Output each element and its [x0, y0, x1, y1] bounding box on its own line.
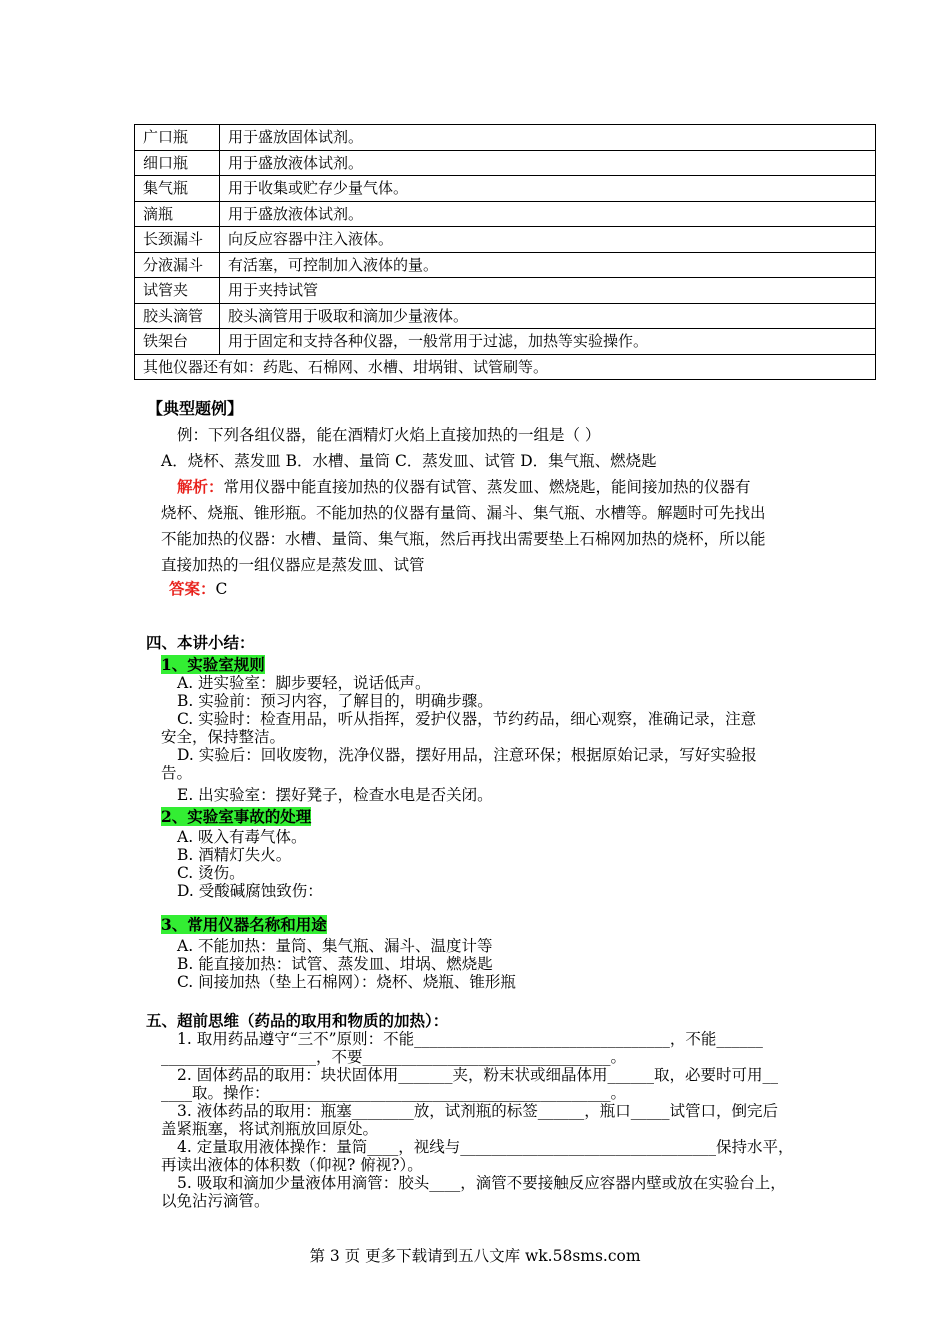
- list-item: C. 间接加热（垫上石棉网）：烧杯、烧瓶、锥形瓶: [177, 973, 516, 991]
- instrument-name: 胶头滴管: [135, 303, 220, 329]
- table-row: [135, 303, 876, 329]
- instrument-name: 铁架台: [135, 329, 220, 355]
- answer-line: [169, 578, 227, 600]
- list-item: B. 酒精灯失火。: [177, 846, 292, 864]
- list-item: 告。: [161, 764, 193, 782]
- instrument-use: 用于收集或贮存少量气体。: [220, 176, 876, 202]
- instrument-name: 试管夹: [135, 278, 220, 304]
- table-row: [135, 252, 876, 278]
- list-item: A. 吸入有毒气体。: [177, 828, 307, 846]
- analysis-text: 常用仪器中能直接加热的仪器有试管、蒸发皿、燃烧匙，能间接加热的仪器有: [223, 478, 751, 496]
- list-item: C. 实验时：检查用品，听从指挥，爱护仪器，节约药品，细心观察，准确记录，注意: [177, 710, 757, 728]
- list-item: A. 进实验室：脚步要轻，说话低声。: [177, 674, 431, 692]
- instrument-use: 用于盛放液体试剂。: [220, 201, 876, 227]
- summary-s3-block: [161, 937, 821, 991]
- list-item: D. 受酸碱腐蚀致伤：: [177, 882, 323, 900]
- instrument-use: 用于盛放液体试剂。: [220, 150, 876, 176]
- list-item: B. 能直接加热：试管、蒸发皿、坩埚、燃烧匙: [177, 955, 493, 973]
- analysis-block: [161, 474, 821, 578]
- example-question: 例：下列各组仪器，能在酒精灯火焰上直接加热的一组是（ ）: [177, 426, 601, 444]
- instrument-use: 胶头滴管用于吸取和滴加少量液体。: [220, 303, 876, 329]
- summary-s3-title: 3、常用仪器名称和用途: [161, 915, 327, 934]
- list-item: C. 烫伤。: [177, 864, 245, 882]
- instrument-name: 集气瓶: [135, 176, 220, 202]
- question-line: 再读出液体的体积数（仰视? 俯视?）。: [161, 1156, 423, 1174]
- instrument-use: 用于夹持试管: [220, 278, 876, 304]
- instrument-table: [134, 124, 876, 380]
- example-options: A．烧杯、蒸发皿 B．水槽、量筒 C．蒸发皿、试管 D．集气瓶、燃烧匙: [161, 452, 657, 470]
- question-line: 4. 定量取用液体操作：量筒____，视线与_________________________________保持水平，: [177, 1138, 794, 1156]
- table-row: [135, 227, 876, 253]
- page-footer: 第 3 页 更多下载请到五八文库 wk.58sms.com: [309, 1247, 641, 1265]
- summary-s1-block: [161, 674, 821, 804]
- list-item: D. 实验后：回收废物，洗净仪器，摆好用品，注意环保；根据原始记录，写好实验报: [177, 746, 757, 764]
- question-line: ____取。操作：____________________________________________。: [161, 1084, 627, 1102]
- table-footer-note: 其他仪器还有如：药匙、石棉网、水槽、坩埚钳、试管刷等。: [135, 354, 876, 380]
- instrument-name: 分液漏斗: [135, 252, 220, 278]
- instrument-use: 向反应容器中注入液体。: [220, 227, 876, 253]
- preview-questions: [161, 1030, 841, 1210]
- question-line: 2. 固体药品的取用：块状固体用_______夹，粉末状或细晶体用______取，必要时可用__: [177, 1066, 778, 1084]
- table-row: [135, 354, 876, 380]
- analysis-text: 不能加热的仪器：水槽、量筒、集气瓶，然后再找出需要垫上石棉网加热的烧杯，所以能: [161, 530, 766, 548]
- question-line: ____________________，不要________________________________。: [161, 1048, 627, 1066]
- instrument-name: 广口瓶: [135, 125, 220, 151]
- instrument-use: 用于固定和支持各种仪器，一般常用于过滤，加热等实验操作。: [220, 329, 876, 355]
- instrument-name: 长颈漏斗: [135, 227, 220, 253]
- question-line: 5. 吸取和滴加少量液体用滴管：胶头____，滴管不要接触反应容器内壁或放在实验台上，: [177, 1174, 786, 1192]
- preview-heading: 五、超前思维（药品的取用和物质的加热）：: [146, 1011, 449, 1030]
- question-line: 以免沾污滴管。: [161, 1192, 270, 1210]
- example-heading: 【典型题例】: [147, 399, 244, 418]
- table-row: [135, 150, 876, 176]
- instrument-name: 滴瓶: [135, 201, 220, 227]
- list-item: 安全，保持整洁。: [161, 728, 286, 746]
- table-row: [135, 329, 876, 355]
- question-line: 盖紧瓶塞，将试剂瓶放回原处。: [161, 1120, 379, 1138]
- analysis-label: 解析：: [177, 477, 224, 496]
- list-item: E. 出实验室：摆好凳子，检查水电是否关闭。: [177, 786, 493, 804]
- question-line: 1. 取用药品遵守“三不”原则：不能_________________________________，不能______: [177, 1030, 763, 1048]
- summary-s2-title: 2、实验室事故的处理: [161, 807, 312, 826]
- instrument-name: 细口瓶: [135, 150, 220, 176]
- summary-heading: 四、本讲小结：: [146, 633, 255, 652]
- answer-value: C: [215, 580, 228, 598]
- table-row: [135, 201, 876, 227]
- instrument-use: 用于盛放固体试剂。: [220, 125, 876, 151]
- answer-label: 答案：: [169, 579, 216, 598]
- instrument-use: 有活塞，可控制加入液体的量。: [220, 252, 876, 278]
- summary-s1-title: 1、实验室规则: [161, 655, 265, 674]
- summary-s2-block: [161, 828, 821, 900]
- list-item: B. 实验前：预习内容，了解目的，明确步骤。: [177, 692, 493, 710]
- table-row: [135, 176, 876, 202]
- question-line: 3. 液体药品的取用：瓶塞________放，试剂瓶的标签______，瓶口_____试管口，倒完后: [177, 1102, 778, 1120]
- analysis-text: 直接加热的一组仪器应是蒸发皿、试管: [161, 556, 425, 574]
- table-row: [135, 278, 876, 304]
- table-row: [135, 125, 876, 151]
- list-item: A. 不能加热：量筒、集气瓶、漏斗、温度计等: [177, 937, 493, 955]
- analysis-text: 烧杯、烧瓶、锥形瓶。不能加热的仪器有量筒、漏斗、集气瓶、水槽等。解题时可先找出: [161, 504, 766, 522]
